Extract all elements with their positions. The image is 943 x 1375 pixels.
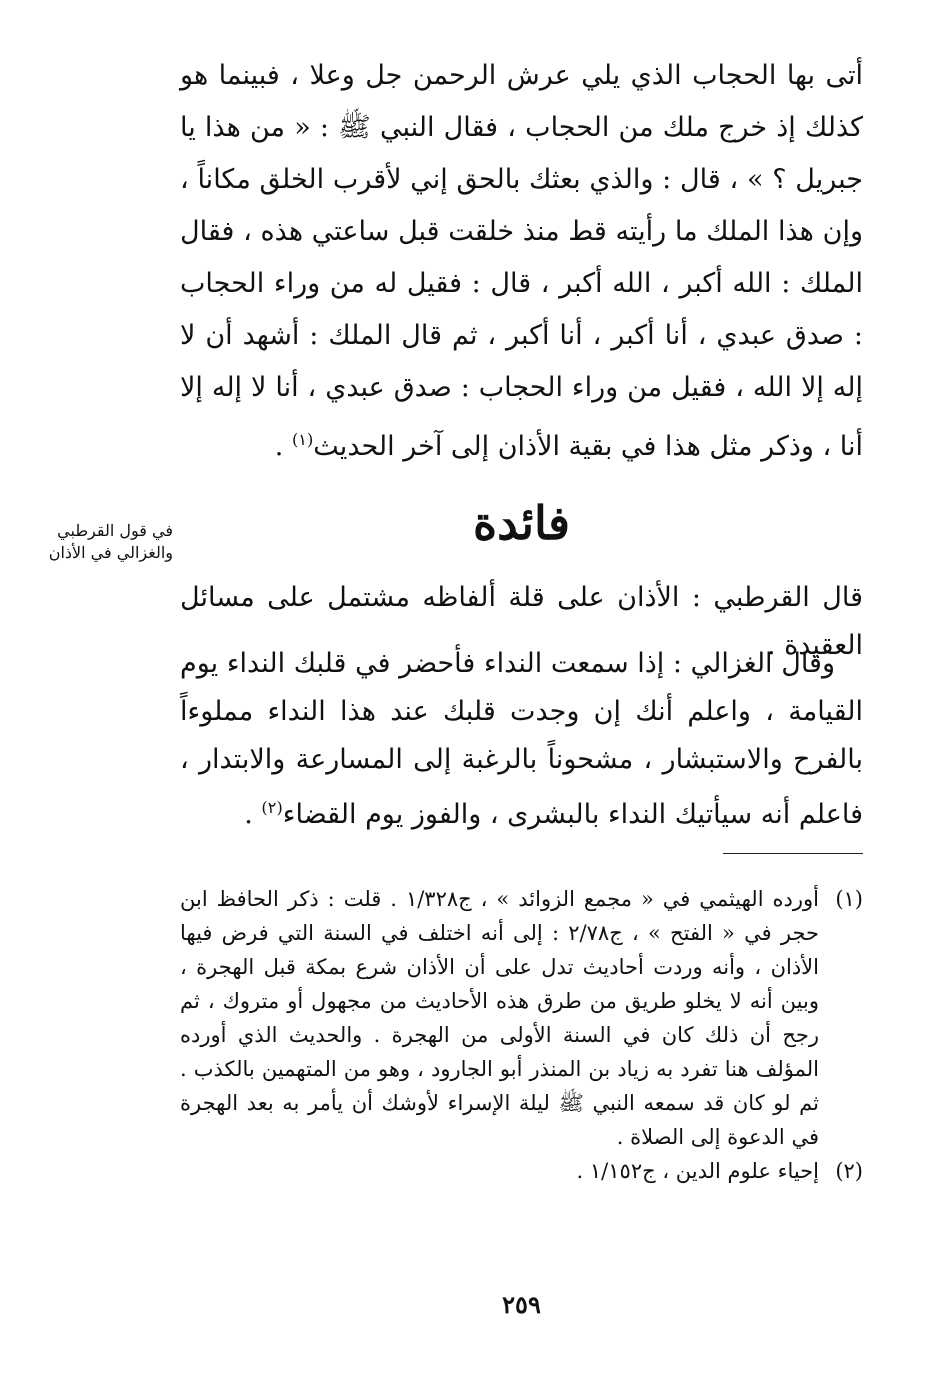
footnote-number: (٢): [835, 1159, 863, 1183]
footnote-2: [180, 1154, 863, 1188]
hadith-paragraph: [180, 50, 863, 473]
section-heading-faida: فائدة: [472, 496, 571, 550]
footnote-1: [180, 882, 863, 1154]
qurtubi-text: قال القرطبي : الأذان على قلة ألفاظه مشتمل على مسائل العقيدة .: [180, 582, 863, 661]
footnote-ref-1[interactable]: (١): [291, 430, 314, 449]
ghazali-line: [180, 640, 863, 839]
footnote-number: (١): [835, 887, 863, 911]
hadith-text: أتى بها الحجاب الذي يلي عرش الرحمن جل وعلا ، فبينما هو كذلك إذ خرج ملك من الحجاب ، فقال النبي ﷺ : « من هذا يا جبريل ؟ » ، قال : والذي بعثك بالحق إني لأقرب الخلق مكاناً ، وإن هذا الملك ما رأيته قط منذ خلقت قبل ساعتي هذه ، فقال الملك : الله أكبر ، الله أكبر ، قال : فقيل له من وراء الحجاب : صدق عبدي ، أنا أكبر ، أنا أكبر ، ثم قال الملك : أشهد أن لا إله إلا الله ، فقيل من وراء الحجاب : صدق عبدي ، أنا لا إله إلا أنا ، وذكر مثل هذا في بقية الأذان إلى آخر الحديث: [180, 60, 863, 462]
footnote-text: أورده الهيثمي في « مجمع الزوائد » ، ج١/٣٢٨ . قلت : ذكر الحافظ ابن حجر في « الفتح » ، ج٢/٧٨ : إلى أنه اختلف في السنة التي فرض فيها الأذان ، وأنه وردت أحاديث تدل على أن الأذان شرع بمكة قبل الهجرة ، وبين أنه لا يخلو طريق من طرق هذه الأحاديث من مجهول أو متروك ، ثم رجح أن ذلك كان في السنة الأولى من الهجرة . والحديث الذي أورده المؤلف هنا تفرد به زياد بن المنذر أبو الجارود ، وهو من المتهمين بالكذب . ثم لو كان قد سمعه النبي ﷺ ليلة الإسراء لأوشك أن يأمر به بعد الهجرة في الدعوة إلى الصلاة .: [180, 887, 819, 1149]
margin-note: في قول القرطبي والغزالي في الأذان: [48, 521, 173, 562]
footnote-text: إحياء علوم الدين ، ج١/١٥٢ .: [576, 1159, 819, 1183]
page-number: ٢٥٩: [502, 1290, 541, 1319]
footnote-ref-2[interactable]: (٢): [261, 798, 283, 817]
footnote-divider: [723, 853, 863, 854]
footnotes: [180, 882, 863, 1188]
ghazali-text: وقال الغزالي : إذا سمعت النداء فأحضر في قلبك النداء يوم القيامة ، واعلم أنك إن وجدت قلبك عند هذا النداء مملوءاً بالفرح والاستبشار ، مشحوناً بالرغبة إلى المسارعة والابتدار ، فاعلم أنه سيأتيك النداء بالبشرى ، والفوز يوم القضاء: [180, 648, 863, 830]
ghazali-paragraph: [180, 640, 863, 839]
main-text-block: [180, 50, 863, 473]
ghazali-end: .: [244, 799, 262, 830]
hadith-end: .: [274, 431, 292, 462]
